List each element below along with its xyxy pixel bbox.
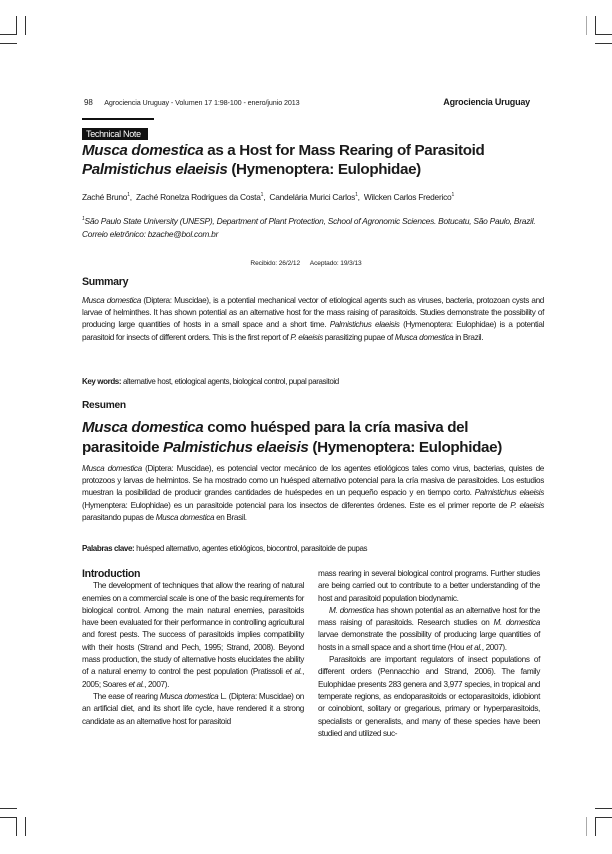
affiliation-marker: 1 bbox=[82, 216, 85, 222]
title-parasitoid: Palmistichus elaeisis bbox=[82, 161, 228, 178]
journal-name: Agrociencia Uruguay bbox=[443, 97, 530, 107]
submission-dates bbox=[0, 260, 612, 267]
page-number: 98 bbox=[84, 98, 93, 107]
author: Zaché Ronelza Rodrigues da Costa$^1$ bbox=[135, 192, 264, 202]
resumen-title-species: Musca domestica bbox=[82, 419, 204, 436]
introduction-left-column bbox=[82, 568, 304, 728]
intro-paragraph: The development of techniques that allow the rearing of natural enemies on a commercial scale is one of the basic requirements for biological control. Among the main natural enemies, parasitoids have been evaluated for their performance in controlling agricultural and forest pests. The success of parasitoids implies compatibility with their hosts (Strand and Pech, 1995; Strand, 2008). Beyond mass production, the study of alternative hosts elucidates the ability of a natural enemy to control the pest population (Pratissoli et al., 2005; Soares et al., 2007). bbox=[82, 581, 304, 689]
section-tag: Technical Note bbox=[82, 128, 148, 140]
author-list: Zaché Bruno$^1$, Zaché Ronelza Rodrigues da Costa$^1$, Candelária Murici Carlos$^1$, Wilcken Carlos Frederico$^1$ bbox=[82, 192, 454, 202]
title-family: (Hymenoptera: Eulophidae) bbox=[227, 161, 421, 178]
keywords-list: alternative host, etiological agents, biological control, pupal parasitoid bbox=[121, 377, 339, 386]
author: Zaché Bruno$^1$ bbox=[82, 192, 130, 202]
accepted-date: Aceptado: 19/3/13 bbox=[309, 260, 362, 267]
intro-paragraph: The ease of rearing Musca domestica L. (Diptera: Muscidae) on an artificial diet, and its short life cycle, have rendered it a strong candidate as an alternative host for parasitoid bbox=[82, 691, 304, 726]
resumen-heading: Resumen bbox=[82, 400, 126, 411]
title-text: as a Host for Mass Rearing of Parasitoid bbox=[203, 142, 485, 159]
author: Wilcken Carlos Frederico$^1$ bbox=[363, 192, 454, 202]
affiliation bbox=[82, 213, 544, 241]
resumen-title bbox=[82, 418, 542, 457]
keywords-label: Key words: bbox=[82, 377, 122, 386]
summary-body: Musca domestica (Diptera: Muscidae), is a potential mechanical vector of etiological agents such as viruses, bacteria, protozoan cysts and larvae of helminthes. It has shown potential as an alternative host for the mass raising of parasitoids. Studies demonstrate the possibility of producing large quantities of hosts in a small space and a short time. Palmistichus elaeisis (Hymenoptera: Eulophidae) is a potential parasitoid for insects of different orders. This is the first report of P. elaeisis parasitizing pupae of Musca domestica in Brazil. bbox=[82, 296, 545, 342]
palabras-clave bbox=[82, 544, 367, 553]
intro-paragraph: mass rearing in several biological control programs. Further studies are being carried out to contribute to a better understanding of the host and parasitoid population biodynamic. bbox=[318, 569, 540, 603]
affiliation-text: São Paulo State University (UNESP), Department of Plant Protection, School of Agronomic Sciences. Botucatu, São Paulo, Brazil. Correio eletrônico: bzache@bol.com.br bbox=[82, 215, 536, 239]
header-rule bbox=[82, 118, 154, 120]
intro-paragraph: M. domestica has shown potential as an alternative host for the mass raising of parasitoids. Research studies on M. domestica larvae demonstrate the possibility of producing large quantities of hosts in a small space and a short time (Hou et al., 2007). bbox=[318, 605, 540, 652]
introduction-heading: Introduction bbox=[82, 568, 141, 580]
received-date: Recibido: 26/2/12 bbox=[250, 260, 301, 267]
article-title bbox=[82, 141, 542, 179]
resumen-title-text: como huésped para la cría masiva del parasitoide bbox=[82, 419, 469, 456]
intro-paragraph: Parasitoids are important regulators of insect populations of different orders (Pennacchio and Strand, 2006). The family Eulophidae presents 283 genera and 3,977 species, in tropical and temperate regions, as endoparasitoids or ectoparasitoids, idiobiont or coinobiont, solitary or gregarious, primary or hyperparasitoids, specialists or generalists, and many of these species have been studied and utilized suc- bbox=[318, 655, 540, 738]
resumen-title-family: (Hymenoptera: Eulophidae) bbox=[308, 438, 502, 456]
journal-citation: Agrociencia Uruguay - Volumen 17 1:98-100 - enero/junio 2013 bbox=[104, 98, 300, 107]
palabras-clave-label: Palabras clave: bbox=[82, 544, 135, 553]
keywords bbox=[82, 377, 339, 386]
author: Candelária Murici Carlos$^1$ bbox=[269, 192, 358, 202]
introduction-right-column bbox=[318, 568, 540, 740]
running-header bbox=[84, 98, 300, 107]
summary-heading: Summary bbox=[82, 276, 129, 288]
resumen-title-parasitoid: Palmistichus elaeisis bbox=[163, 438, 309, 456]
title-species: Musca domestica bbox=[82, 142, 204, 159]
palabras-clave-list: huésped alternativo, agentes etiológicos, biocontrol, parasitoide de pupas bbox=[134, 544, 368, 553]
resumen-body: Musca domestica (Diptera: Muscidae), es potencial vector mecánico de los agentes etiológicos tales como virus, bacterias, quistes de protozoos y larvas de helmintos. Se ha mostrado como un huésped alternativo potencial para la cría masiva de parasitoides. Los estudios muestran la posibilidad de producir grandes cantidades de huéspedes en un pequeño espacio y en tiempo corto. Palmistichus elaeisis (Hymenptera: Eulophidae) es un parasitoide potencial para los insectos de diferentes órdenes. Este es el primer reporte de P. elaeisis parasitando pupas de Musca domestica en Brasil. bbox=[82, 464, 544, 522]
